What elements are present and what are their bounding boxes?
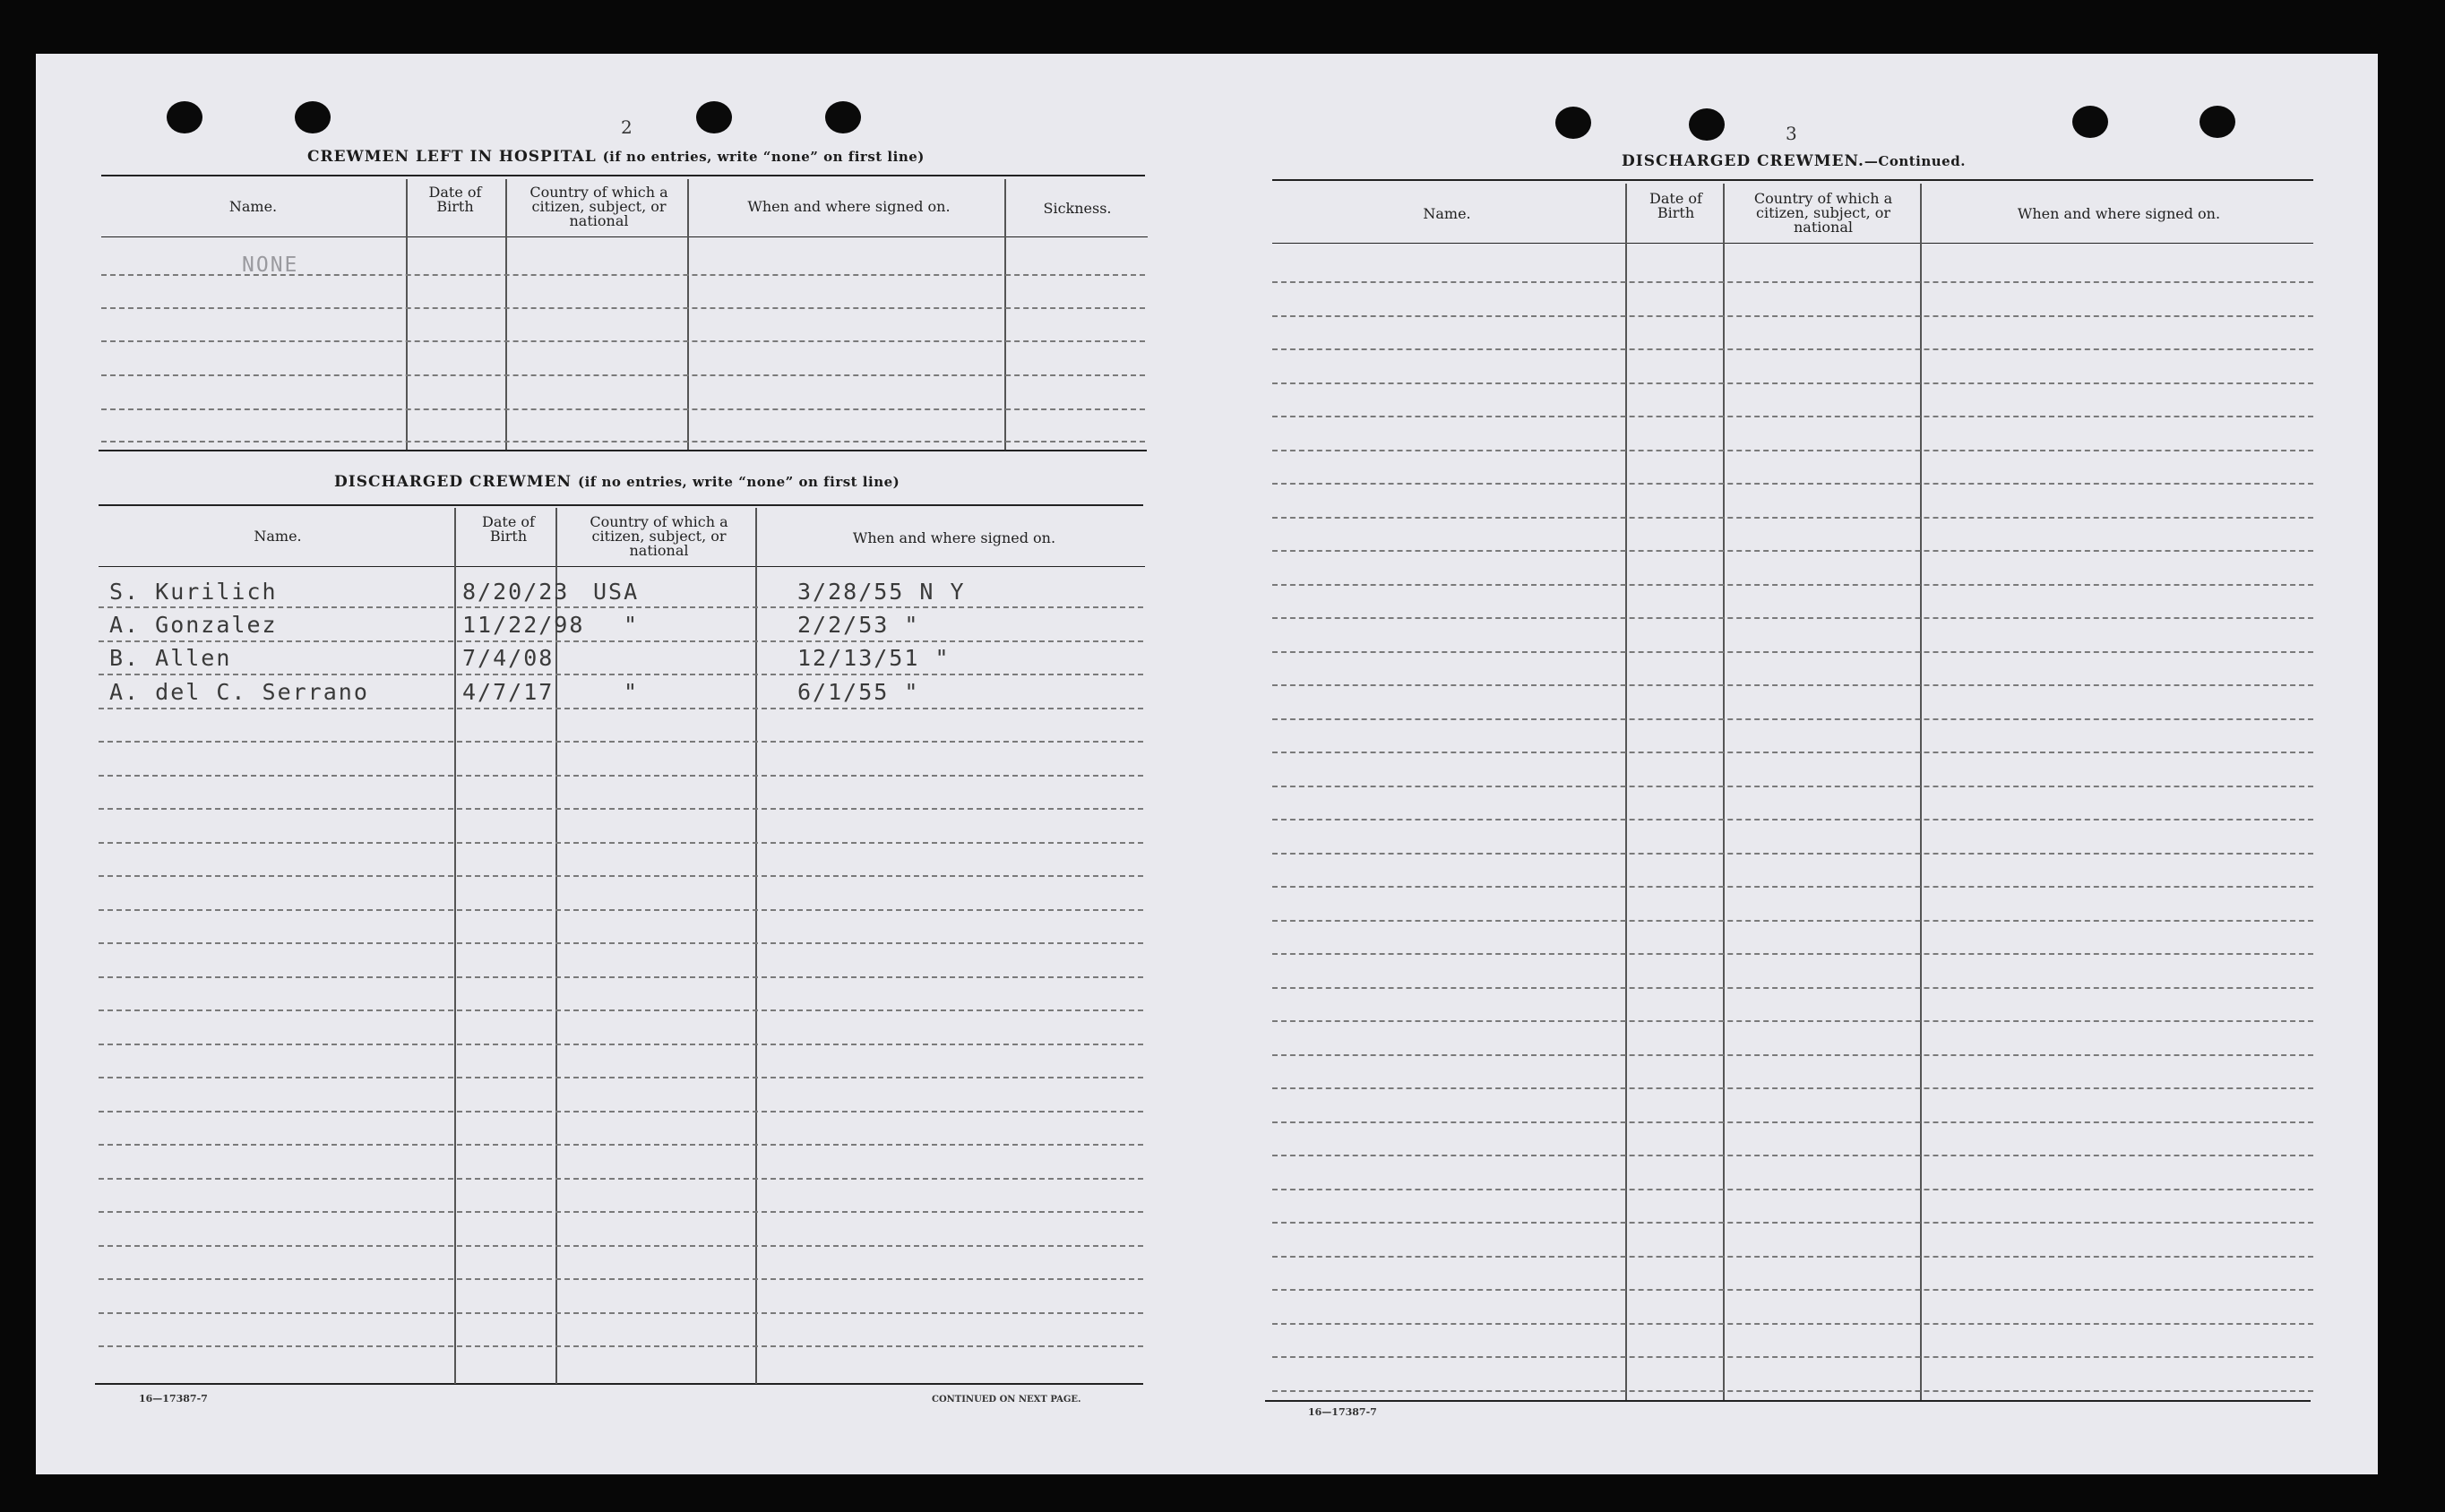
ruled-line	[1272, 1356, 2313, 1358]
punch-hole	[696, 101, 732, 133]
ruled-line	[99, 1009, 1143, 1011]
hospital-table-top-rule	[101, 175, 1145, 176]
ruled-line	[1272, 920, 2313, 922]
ruled-line	[1272, 1222, 2313, 1224]
right-col-divider	[1723, 184, 1725, 1400]
hospital-entry-line	[101, 340, 1145, 342]
ruled-line	[1272, 1121, 2313, 1123]
ruled-line	[1272, 953, 2313, 955]
right-header-rule	[1272, 243, 2313, 244]
hospital-title-text: CREWMEN LEFT IN HOSPITAL	[307, 148, 597, 166]
right-col-name: Name.	[1423, 205, 1471, 222]
hospital-header-rule	[101, 236, 1148, 237]
hospital-entry-line	[101, 408, 1145, 410]
ruled-line	[99, 1144, 1143, 1146]
discharged-col-name: Name.	[254, 528, 302, 545]
ruled-line	[1272, 1054, 2313, 1056]
ruled-line	[99, 1345, 1143, 1347]
ruled-line	[99, 976, 1143, 978]
ruled-line	[1272, 1155, 2313, 1156]
right-col-divider	[1625, 184, 1627, 1400]
punch-hole	[825, 101, 861, 133]
ruled-line	[1272, 1020, 2313, 1022]
form-number: 16—17387-7	[1308, 1406, 1377, 1418]
ruled-line	[1272, 550, 2313, 552]
table-row-signed-on: 3/28/55 N Y	[797, 579, 966, 605]
table-row-dob: 7/4/08	[462, 645, 555, 671]
ruled-line	[99, 1111, 1143, 1113]
ruled-line	[1272, 450, 2313, 451]
right-col-signed-on: When and where signed on.	[2017, 205, 2221, 222]
ruled-line	[1272, 1390, 2313, 1392]
discharged-instruction: (if no entries, write “none” on first line)	[577, 474, 900, 490]
ruled-line	[99, 909, 1143, 911]
ruled-line	[99, 1312, 1143, 1314]
ruled-line	[99, 674, 1143, 675]
ruled-line	[1272, 1189, 2313, 1190]
ruled-line	[99, 1077, 1143, 1078]
ruled-line	[1272, 819, 2313, 820]
ruled-line	[99, 640, 1143, 642]
form-number: 16—17387-7	[139, 1393, 208, 1405]
punch-hole	[1555, 107, 1591, 139]
ruled-line	[1272, 416, 2313, 417]
ruled-line	[1272, 617, 2313, 619]
discharged-table-top-rule	[99, 504, 1143, 506]
hospital-entry-line	[101, 307, 1145, 309]
discharged-col-dob: Date of Birth	[482, 513, 535, 545]
right-title-suffix: —Continued.	[1864, 153, 1966, 169]
ruled-line	[1272, 718, 2313, 720]
right-title-text: DISCHARGED CREWMEN.	[1622, 152, 1864, 170]
right-table-top-rule	[1272, 179, 2313, 181]
table-row-name: B. Allen	[109, 645, 232, 671]
ruled-line	[99, 741, 1143, 743]
continued-note: CONTINUED ON NEXT PAGE.	[932, 1395, 1081, 1405]
table-row-dob: 8/20/23	[462, 579, 570, 605]
hospital-col-sickness: Sickness.	[1043, 200, 1112, 217]
ruled-line	[1272, 483, 2313, 485]
ruled-line	[99, 1278, 1143, 1280]
ruled-line	[99, 842, 1143, 844]
ruled-line	[1272, 1289, 2313, 1291]
table-row-signed-on: 6/1/55 "	[797, 679, 920, 705]
ruled-line	[1272, 752, 2313, 753]
hospital-table-bottom-rule	[99, 450, 1147, 451]
discharged-title-text: DISCHARGED CREWMEN	[334, 473, 573, 491]
right-col-country: Country of which a citizen, subject, or national	[1753, 190, 1893, 236]
ruled-line	[99, 1245, 1143, 1247]
table-row-country: USA	[593, 579, 640, 605]
hospital-col-dob: Date of Birth	[428, 184, 482, 215]
ruled-line	[1272, 281, 2313, 283]
punch-hole	[1689, 108, 1725, 141]
ruled-line	[1272, 382, 2313, 384]
ruled-line	[1272, 651, 2313, 653]
ruled-line	[99, 1044, 1143, 1045]
ruled-line	[1272, 348, 2313, 350]
punch-hole	[2200, 106, 2235, 138]
ruled-line	[99, 775, 1143, 777]
ruled-line	[99, 1178, 1143, 1180]
table-row-country: "	[624, 612, 640, 638]
hospital-entry-line	[101, 441, 1145, 442]
table-row-signed-on: 12/13/51 "	[797, 645, 951, 671]
hospital-instruction: (if no entries, write “none” on first line)	[602, 149, 925, 165]
punch-hole	[2072, 106, 2108, 138]
right-col-divider	[1920, 184, 1922, 1400]
ruled-line	[1272, 1256, 2313, 1258]
ruled-line	[1272, 1087, 2313, 1089]
ruled-line	[1272, 786, 2313, 787]
discharged-col-signed-on: When and where signed on.	[852, 529, 1056, 546]
right-col-dob: Date of Birth	[1649, 190, 1702, 221]
discharged-section-title	[334, 473, 900, 491]
ruled-line	[1272, 517, 2313, 519]
document-spread	[36, 54, 2378, 1474]
ruled-line	[99, 1211, 1143, 1213]
page-number: 3	[1786, 123, 1797, 144]
ruled-line	[99, 708, 1143, 709]
table-row-country: "	[624, 679, 640, 705]
discharged-header-rule	[99, 566, 1145, 567]
discharged-col-country: Country of which a citizen, subject, or national	[590, 513, 728, 559]
table-row-dob: 4/7/17	[462, 679, 555, 705]
ruled-line	[99, 942, 1143, 944]
ruled-line	[99, 875, 1143, 877]
table-row-signed-on: 2/2/53 "	[797, 612, 920, 638]
punch-hole	[295, 101, 331, 133]
table-row-name: A. del C. Serrano	[109, 679, 369, 705]
right-table-bottom-rule	[1265, 1400, 2311, 1402]
ruled-line	[1272, 1323, 2313, 1325]
hospital-entry-none: NONE	[242, 253, 299, 277]
discharged-table-bottom-rule	[95, 1383, 1143, 1385]
hospital-col-signed-on: When and where signed on.	[747, 198, 951, 215]
ruled-line	[1272, 584, 2313, 586]
ruled-line	[1272, 315, 2313, 317]
table-row-name: S. Kurilich	[109, 579, 278, 605]
right-section-title	[1622, 152, 1966, 170]
hospital-section-title	[307, 148, 925, 166]
hospital-col-country: Country of which a citizen, subject, or national	[529, 184, 668, 229]
table-row-name: A. Gonzalez	[109, 612, 278, 638]
ruled-line	[1272, 853, 2313, 855]
punch-hole	[167, 101, 202, 133]
ruled-line	[1272, 886, 2313, 888]
hospital-col-name: Name.	[228, 198, 278, 215]
ruled-line	[1272, 684, 2313, 686]
ruled-line	[99, 808, 1143, 810]
page-number: 2	[621, 116, 633, 138]
table-row-dob: 11/22/98	[462, 612, 585, 638]
ruled-line	[1272, 987, 2313, 989]
ruled-line	[99, 606, 1143, 608]
hospital-entry-line	[101, 374, 1145, 376]
